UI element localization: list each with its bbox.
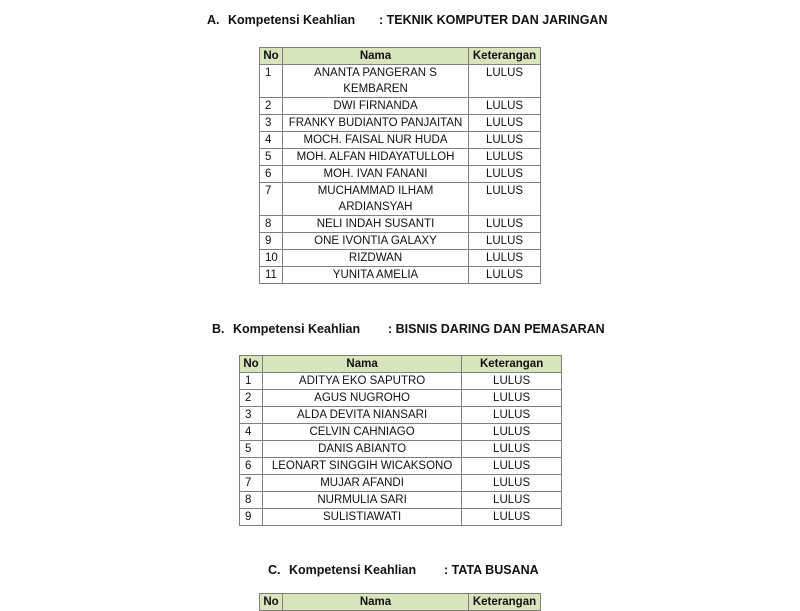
row-number: 8 xyxy=(260,216,283,233)
student-name: DANIS ABIANTO xyxy=(262,441,461,458)
table-row xyxy=(240,509,562,526)
section-b-value: : BISNIS DARING DAN PEMASARAN xyxy=(388,322,605,336)
row-number: 10 xyxy=(260,250,283,267)
student-name: MOH. IVAN FANANI xyxy=(282,166,468,183)
column-header-no: No xyxy=(260,594,283,611)
status-cell: LULUS xyxy=(469,132,541,149)
table-header-row xyxy=(240,356,562,373)
student-name: NURMULIA SARI xyxy=(262,492,461,509)
student-name: DWI FIRNANDA xyxy=(282,98,468,115)
section-c-value: : TATA BUSANA xyxy=(444,563,539,577)
table-row xyxy=(260,183,541,216)
row-number: 5 xyxy=(260,149,283,166)
section-c-table xyxy=(259,593,541,611)
status-cell: LULUS xyxy=(469,166,541,183)
row-number: 3 xyxy=(240,407,263,424)
column-header-keterangan: Keterangan xyxy=(462,356,562,373)
status-cell: LULUS xyxy=(462,390,562,407)
row-number: 9 xyxy=(260,233,283,250)
table-row xyxy=(260,115,541,132)
row-number: 4 xyxy=(240,424,263,441)
row-number: 7 xyxy=(260,183,283,216)
status-cell: LULUS xyxy=(469,233,541,250)
status-cell: LULUS xyxy=(469,250,541,267)
section-b-heading xyxy=(212,321,612,337)
row-number: 3 xyxy=(260,115,283,132)
row-number: 1 xyxy=(260,65,283,98)
section-a-letter: A. xyxy=(207,13,220,27)
table-row xyxy=(240,492,562,509)
section-c-heading xyxy=(268,562,568,578)
status-cell: LULUS xyxy=(462,441,562,458)
column-header-nama: Nama xyxy=(282,48,468,65)
status-cell: LULUS xyxy=(462,373,562,390)
student-name: YUNITA AMELIA xyxy=(282,267,468,284)
status-cell: LULUS xyxy=(462,458,562,475)
status-cell: LULUS xyxy=(462,407,562,424)
row-number: 6 xyxy=(240,458,263,475)
table-row xyxy=(260,132,541,149)
section-a-value: : TEKNIK KOMPUTER DAN JARINGAN xyxy=(379,13,608,27)
student-name: NELI INDAH SUSANTI xyxy=(282,216,468,233)
status-cell: LULUS xyxy=(469,65,541,98)
row-number: 1 xyxy=(240,373,263,390)
row-number: 4 xyxy=(260,132,283,149)
section-a-label: Kompetensi Keahlian xyxy=(228,13,356,27)
column-header-keterangan: Keterangan xyxy=(469,594,541,611)
row-number: 11 xyxy=(260,267,283,284)
status-cell: LULUS xyxy=(462,424,562,441)
row-number: 2 xyxy=(240,390,263,407)
status-cell: LULUS xyxy=(462,492,562,509)
section-b-letter: B. xyxy=(212,322,225,336)
column-header-no: No xyxy=(240,356,263,373)
column-header-nama: Nama xyxy=(262,356,461,373)
status-cell: LULUS xyxy=(462,475,562,492)
table-row xyxy=(240,407,562,424)
status-cell: LULUS xyxy=(469,115,541,132)
table-row xyxy=(240,424,562,441)
section-a-table xyxy=(259,47,541,284)
table-row xyxy=(260,216,541,233)
row-number: 9 xyxy=(240,509,263,526)
section-b-table xyxy=(239,355,562,526)
row-number: 6 xyxy=(260,166,283,183)
status-cell: LULUS xyxy=(469,98,541,115)
student-name: ALDA DEVITA NIANSARI xyxy=(262,407,461,424)
student-name: CELVIN CAHNIAGO xyxy=(262,424,461,441)
status-cell: LULUS xyxy=(469,149,541,166)
section-c-label: Kompetensi Keahlian xyxy=(289,563,417,577)
student-name: MUCHAMMAD ILHAM ARDIANSYAH xyxy=(282,183,468,216)
table-row xyxy=(240,441,562,458)
student-name: ADITYA EKO SAPUTRO xyxy=(262,373,461,390)
table-row xyxy=(260,98,541,115)
student-name: LEONART SINGGIH WICAKSONO xyxy=(262,458,461,475)
section-a-heading xyxy=(207,12,607,28)
status-cell: LULUS xyxy=(469,216,541,233)
student-name: ONE IVONTIA GALAXY xyxy=(282,233,468,250)
table-row xyxy=(260,166,541,183)
column-header-nama: Nama xyxy=(282,594,468,611)
section-b-label: Kompetensi Keahlian xyxy=(233,322,361,336)
student-name: MOH. ALFAN HIDAYATULLOH xyxy=(282,149,468,166)
table-row xyxy=(260,267,541,284)
student-name: RIZDWAN xyxy=(282,250,468,267)
student-name: MUJAR AFANDI xyxy=(262,475,461,492)
table-row xyxy=(240,458,562,475)
status-cell: LULUS xyxy=(462,509,562,526)
table-row xyxy=(240,390,562,407)
row-number: 7 xyxy=(240,475,263,492)
student-name: ANANTA PANGERAN S KEMBAREN xyxy=(282,65,468,98)
table-row xyxy=(260,149,541,166)
status-cell: LULUS xyxy=(469,183,541,216)
student-name: MOCH. FAISAL NUR HUDA xyxy=(282,132,468,149)
table-row xyxy=(260,250,541,267)
student-name: SULISTIAWATI xyxy=(262,509,461,526)
table-row xyxy=(240,475,562,492)
column-header-no: No xyxy=(260,48,283,65)
table-row xyxy=(240,373,562,390)
status-cell: LULUS xyxy=(469,267,541,284)
section-c-letter: C. xyxy=(268,563,281,577)
student-name: FRANKY BUDIANTO PANJAITAN xyxy=(282,115,468,132)
table-header-row xyxy=(260,594,541,611)
column-header-keterangan: Keterangan xyxy=(469,48,541,65)
row-number: 8 xyxy=(240,492,263,509)
row-number: 5 xyxy=(240,441,263,458)
table-row xyxy=(260,233,541,250)
table-header-row xyxy=(260,48,541,65)
table-row xyxy=(260,65,541,98)
student-name: AGUS NUGROHO xyxy=(262,390,461,407)
row-number: 2 xyxy=(260,98,283,115)
